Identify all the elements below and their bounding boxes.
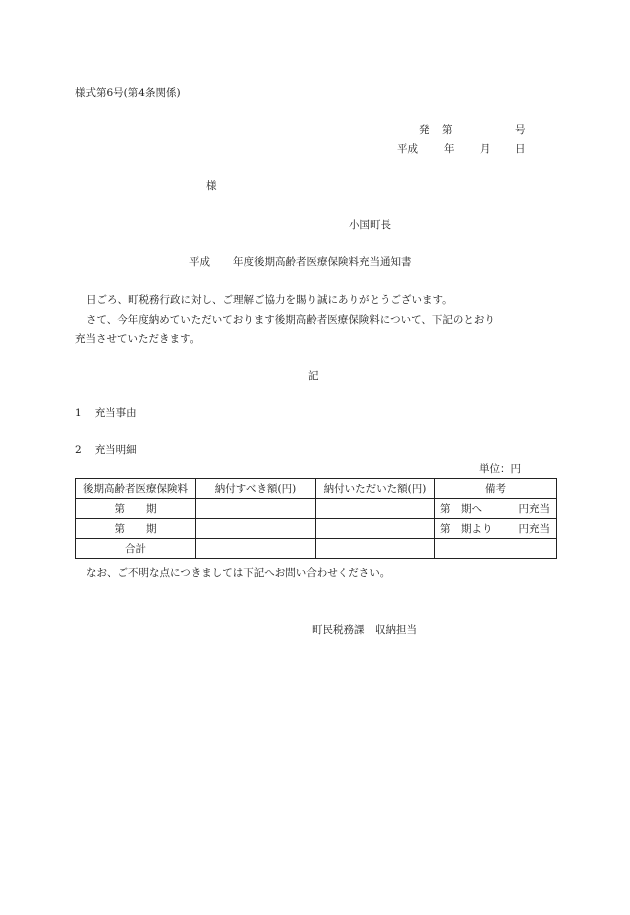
- table-cell-amount-due: [196, 519, 316, 539]
- sender-name: 小国町長: [349, 219, 391, 231]
- unit-label: 単位：円: [479, 463, 521, 475]
- table-header: 納付いただいた額(円): [316, 479, 435, 499]
- addressee-suffix: 様: [206, 180, 217, 192]
- form-label: 様式第6号(第4条関係): [75, 87, 181, 99]
- inquiry-note: なお、ご不明な点につきましては下記へお問い合わせください。: [86, 567, 391, 579]
- table-row: [76, 499, 557, 519]
- remarks-applied: 円充当: [518, 503, 550, 515]
- table-cell-remarks: [435, 519, 557, 539]
- body-line-2: さて、今年度納めていただいております後期高齢者医療保険料について、下記のとおり: [86, 314, 495, 326]
- table-row: [76, 519, 557, 539]
- table-cell-total-label: 合計: [76, 539, 196, 559]
- table-row-total: [76, 539, 557, 559]
- table-cell-amount-paid: [316, 539, 435, 559]
- date-hi: 日: [515, 143, 526, 155]
- contact-dept: 町民税務課 収納担当: [312, 624, 417, 636]
- table-cell-amount-due: [196, 539, 316, 559]
- remarks-period: 第 期へ: [440, 503, 482, 515]
- title-era: 平成: [189, 256, 210, 268]
- section-2-label: 充当明細: [94, 444, 137, 456]
- section-1-label: 充当事由: [94, 407, 137, 419]
- table-cell-amount-due: [196, 499, 316, 519]
- ki-heading: 記: [308, 370, 319, 382]
- doc-number-hatsu: 発: [419, 124, 430, 136]
- table-cell-remarks: [435, 539, 557, 559]
- date-tsuki: 月: [480, 143, 491, 155]
- table-cell-period: 第 期: [76, 499, 196, 519]
- date-heisei: 平成: [397, 143, 418, 155]
- section-1-number: 1: [75, 407, 82, 419]
- table-header: 後期高齢者医療保険料: [76, 479, 196, 499]
- table-cell-amount-paid: [316, 519, 435, 539]
- section-1: [75, 406, 137, 420]
- doc-number-gou: 号: [515, 124, 526, 136]
- remarks-applied: 円充当: [518, 523, 550, 535]
- section-2: [75, 443, 137, 457]
- body-line-1: 日ごろ、町税務行政に対し、ご理解ご協力を賜り誠にありがとうございます。: [86, 294, 453, 306]
- table-header: 備考: [435, 479, 557, 499]
- date-nen: 年: [444, 143, 455, 155]
- title-text: 年度後期高齢者医療保険料充当通知書: [233, 256, 412, 268]
- table-header-row: [76, 479, 557, 499]
- table-cell-remarks: [435, 499, 557, 519]
- table-cell-amount-paid: [316, 499, 435, 519]
- table-header: 納付すべき額(円): [196, 479, 316, 499]
- doc-number-dai: 第: [442, 124, 453, 136]
- breakdown-table: [75, 478, 557, 559]
- body-line-3: 充当させていただきます。: [75, 333, 201, 345]
- remarks-period: 第 期より: [440, 523, 493, 535]
- table-cell-period: 第 期: [76, 519, 196, 539]
- document-title: [189, 255, 412, 269]
- section-2-number: 2: [75, 444, 82, 456]
